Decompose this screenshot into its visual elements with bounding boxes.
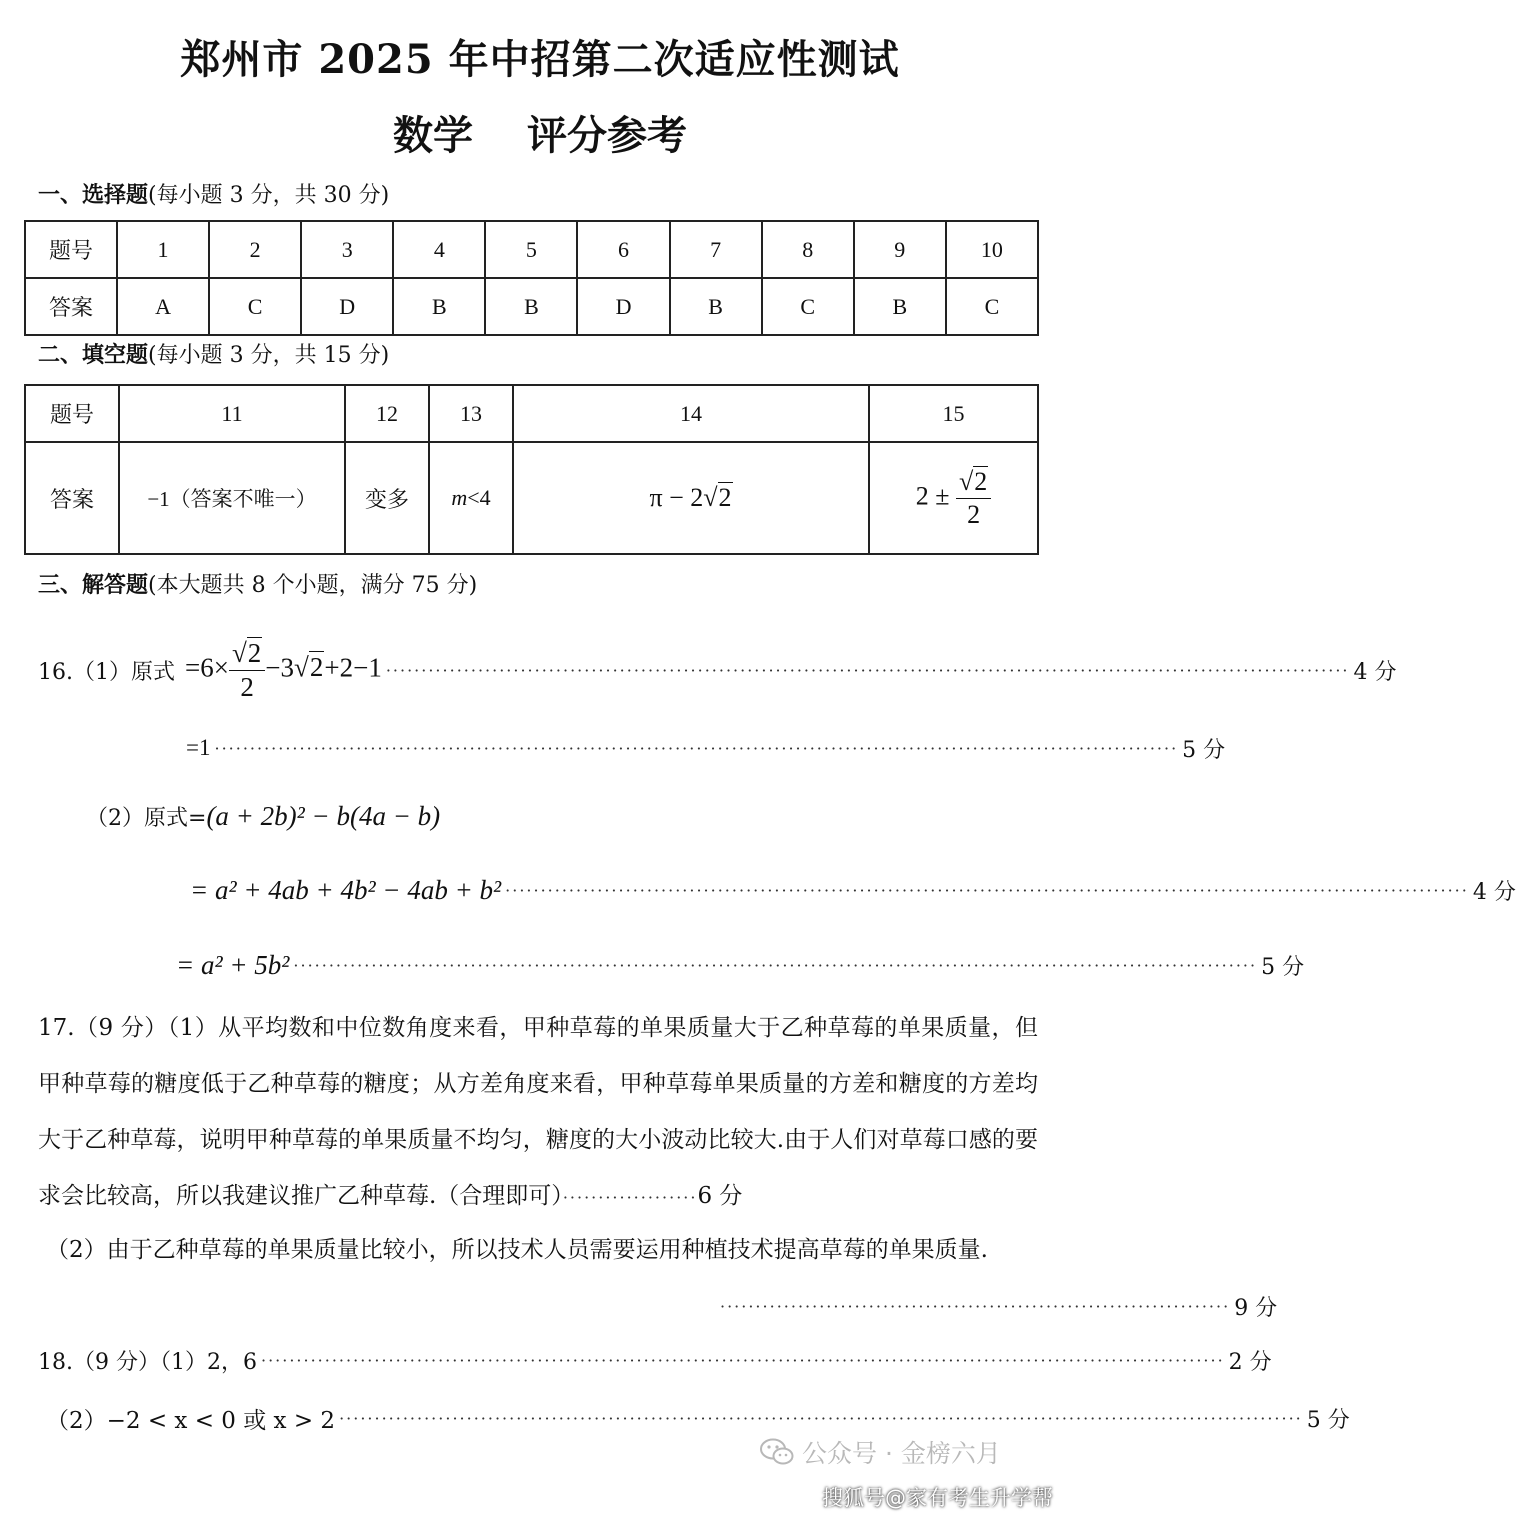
question-number: 3 (301, 221, 393, 278)
expr-part: +2−1 (324, 652, 382, 683)
fraction-numerator (956, 466, 991, 499)
score-label: 5 分 (1306, 1407, 1350, 1433)
question-number: 6 (577, 221, 669, 278)
q16-line-2 (186, 730, 1226, 766)
answer-cell: C (762, 278, 854, 335)
expr-part: −3 (265, 652, 295, 683)
q16-expression-1 (185, 637, 382, 702)
section3-heading (38, 568, 477, 599)
question-number: 7 (670, 221, 762, 278)
fraction (229, 637, 265, 702)
leader-dots: ········································································································································ (385, 660, 1350, 680)
question-number: 11 (119, 385, 345, 442)
leader-dots: ········································································································································ (293, 955, 1258, 975)
radicand: 2 (309, 652, 324, 683)
question-number: 2 (209, 221, 301, 278)
q16-expression-2: =1 (186, 735, 211, 760)
row-header: 答案 (25, 278, 117, 335)
fraction (956, 466, 991, 529)
score-label: 2 分 (1228, 1349, 1272, 1375)
page-subtitle: 数学 评分参考 (393, 112, 687, 159)
fraction-numerator (229, 637, 265, 671)
leader-dots: ········································································································································ (214, 738, 1179, 758)
radicand: 2 (974, 466, 988, 496)
leader-dots: ········································································································································ (339, 1408, 1303, 1428)
section2-heading (38, 338, 389, 369)
q17-part1-text: 17.（9 分）（1）从平均数和中位数角度来看，甲种草莓的单果质量大于乙种草莓的单果质量，但甲种草莓的糖度低于乙种草莓的糖度；从方差角度来看，甲种草莓单果质量的方差和糖度的方差均大于乙种草莓，说明甲种草莓的单果质量不均匀，糖度的大小波动比较大.由于人们对草莓口感的要求会比较高，所以我建议推广乙种草莓.（合理即可） (38, 1015, 1038, 1209)
question-number: 14 (513, 385, 869, 442)
row-header: 题号 (25, 385, 119, 442)
page-title: 郑州市 2025 年中招第二次适应性测试 (180, 36, 900, 83)
score-label: 5 分 (1182, 737, 1226, 763)
fraction-denominator: 2 (240, 671, 254, 702)
question-number: 12 (345, 385, 429, 442)
row-header: 题号 (25, 221, 117, 278)
leader-dots: ········································································ (720, 1296, 1231, 1316)
section2-title: 二、填空题 (38, 342, 149, 368)
q18-text-2: （2）−2 < x < 0 或 x > 2 (46, 1407, 336, 1434)
wechat-watermark (760, 1434, 1001, 1470)
leader-dots: ··················· (562, 1188, 698, 1207)
score-label: 6 分 (697, 1183, 743, 1209)
section1-title: 一、选择题 (38, 182, 149, 208)
leader-dots: ········································································································································ (505, 880, 1469, 900)
score-label: 9 分 (1234, 1295, 1278, 1321)
answer-cell: D (301, 278, 393, 335)
fraction-denominator: 2 (967, 499, 981, 529)
sqrt-sign: √2 (231, 637, 262, 668)
question-number: 15 (869, 385, 1038, 442)
question-number: 1 (117, 221, 209, 278)
table-row (25, 385, 1038, 442)
answer-cell: C (209, 278, 301, 335)
q16-expression-5: = a² + 5b² (176, 949, 290, 980)
answer-14 (513, 442, 869, 554)
q18-text-1: 18.（9 分）（1）2，6 (38, 1349, 257, 1375)
answer-cell: D (577, 278, 669, 335)
answer-15-prefix: 2 ± (915, 480, 950, 510)
score-label: 5 分 (1261, 954, 1305, 980)
answer-cell: A (117, 278, 209, 335)
question-number: 13 (429, 385, 513, 442)
leader-dots: ········································································································································ (260, 1350, 1225, 1370)
answer-12: 变多 (345, 442, 429, 554)
q16-line-4 (190, 870, 1516, 910)
q16-line-3 (86, 796, 986, 836)
q16-expression-4: = a² + 4ab + 4b² − 4ab + b² (190, 874, 502, 905)
answer-15 (869, 442, 1038, 554)
q17-part1 (38, 1000, 1038, 1226)
section1-note: (每小题 3 分，共 30 分) (148, 183, 390, 208)
q17-part2-text: （2）由于乙种草莓的单果质量比较小，所以技术人员需要运用种植技术提高草莓的单果质量. (46, 1237, 988, 1263)
question-number: 5 (485, 221, 577, 278)
section3-title: 三、解答题 (38, 572, 149, 598)
q16-part2-label: （2）原式= (86, 805, 207, 831)
table-row (25, 442, 1038, 554)
question-number: 8 (762, 221, 854, 278)
expr-part: =6× (185, 652, 229, 683)
answer-11: −1（答案不唯一） (119, 442, 345, 554)
q18-line-2 (46, 1398, 1350, 1438)
answer-13-variable: m (451, 485, 468, 510)
watermark-text: 公众号 · 金榜六月 (802, 1439, 1001, 1468)
answer-cell: B (485, 278, 577, 335)
radicand: 2 (247, 637, 262, 668)
q17-part2-line1 (46, 1230, 1038, 1270)
table-row (25, 278, 1038, 335)
q16-line-5 (176, 945, 1305, 985)
answer-13-condition: <4 (467, 485, 491, 510)
score-label: 4 分 (1472, 879, 1516, 905)
question-number: 4 (393, 221, 485, 278)
q16-label: 16.（1）原式 (38, 659, 175, 685)
answer-cell: B (854, 278, 946, 335)
answer-13 (429, 442, 513, 554)
q16-line-1 (38, 634, 1397, 706)
sohu-watermark: 搜狐号@家有考生升学帮 (822, 1486, 1053, 1510)
radicand: 2 (718, 483, 732, 512)
section2-note: (每小题 3 分，共 15 分) (148, 343, 390, 368)
sqrt-sign: √2 (703, 483, 732, 512)
section1-heading (38, 178, 389, 209)
row-header: 答案 (25, 442, 119, 554)
q16-expression-3: (a + 2b)² − b(4a − b) (206, 800, 441, 831)
wechat-icon (760, 1438, 794, 1466)
answer-cell: B (670, 278, 762, 335)
question-number: 10 (946, 221, 1038, 278)
fill-blank-answer-table (24, 384, 1039, 555)
q18-line-1 (38, 1342, 1272, 1378)
q17-part2-line2 (716, 1288, 1278, 1324)
sqrt-sign: √2 (294, 652, 324, 683)
answer-cell: B (393, 278, 485, 335)
section3-note: (本大题共 8 个小题，满分 75 分) (148, 573, 478, 598)
table-row (25, 221, 1038, 278)
question-number: 9 (854, 221, 946, 278)
score-label: 4 分 (1353, 659, 1397, 685)
answer-cell: C (946, 278, 1038, 335)
choice-answer-table (24, 220, 1039, 336)
sqrt-sign: √2 (959, 466, 988, 496)
answer-14-prefix: π − 2 (649, 483, 704, 512)
